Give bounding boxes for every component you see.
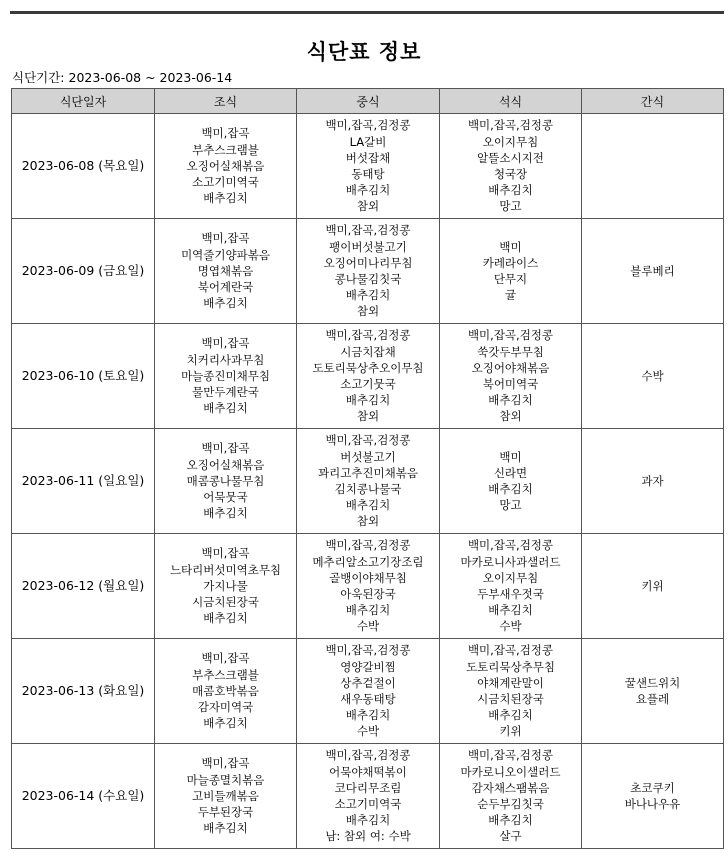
dinner-item: 배추김치 <box>488 183 533 198</box>
breakfast-item: 오징어실채볶음 <box>186 158 265 173</box>
breakfast-item: 미역줄기양파볶음 <box>181 247 270 262</box>
breakfast-item: 명엽채볶음 <box>197 263 254 278</box>
lunch-item: 콩나물김칫국 <box>334 272 402 286</box>
breakfast-item: 어묵뭇국 <box>203 490 248 505</box>
breakfast-item: 고비들깨볶음 <box>192 788 259 803</box>
breakfast-item: 배추김치 <box>203 191 248 206</box>
table-row <box>12 534 724 639</box>
dinner-item: 키위 <box>499 724 522 739</box>
dinner-item: 마카로니오이샐러드 <box>460 764 561 779</box>
breakfast-item: 백미,잡곡 <box>201 126 250 141</box>
lunch-item: 새우동태탕 <box>340 692 396 706</box>
lunch-item: 수박 <box>356 619 380 634</box>
dinner-item: 살구 <box>499 829 522 844</box>
meal-date: 2023-06-10 (토요일) <box>12 324 155 429</box>
dinner-item: 마카로니사과샐러드 <box>460 554 561 569</box>
breakfast-cell <box>155 324 297 429</box>
dinner-cell <box>440 639 582 744</box>
dinner-item: 순두부김칫국 <box>477 797 544 811</box>
dinner-item: 오이지무침 <box>482 134 539 149</box>
lunch-item: 수박 <box>356 724 380 739</box>
lunch-item: LA갈비 <box>349 134 387 149</box>
dinner-item: 오이지무침 <box>482 570 539 585</box>
snack-cell <box>582 534 724 639</box>
breakfast-item: 배추김치 <box>203 716 248 731</box>
dinner-item: 오징어야채볶음 <box>471 360 550 375</box>
lunch-item: 버섯잡채 <box>345 150 391 165</box>
dinner-item: 도토리묵상추무침 <box>466 659 555 674</box>
meal-date: 2023-06-09 (금요일) <box>12 219 155 324</box>
breakfast-item: 북어계란국 <box>197 280 254 295</box>
snack-cell <box>582 744 724 849</box>
lunch-item: 메추리알소고기장조림 <box>312 554 424 569</box>
breakfast-item: 백미,잡곡 <box>201 546 250 561</box>
dinner-item: 망고 <box>499 498 522 513</box>
meal-date: 2023-06-08 (목요일) <box>12 114 155 219</box>
dinner-item: 배추김치 <box>488 813 533 828</box>
lunch-item: 백미,잡곡,검정콩 <box>325 328 411 343</box>
breakfast-item: 두부된장국 <box>197 805 254 820</box>
dinner-item: 시금치된장국 <box>477 692 544 706</box>
lunch-item: 백미,잡곡,검정콩 <box>325 748 411 763</box>
header-date: 식단일자 <box>12 89 155 114</box>
dinner-item: 배추김치 <box>488 482 533 496</box>
header-snack: 간식 <box>582 89 724 114</box>
dinner-item: 청국장 <box>493 167 528 181</box>
snack-item: 바나나우유 <box>624 797 681 811</box>
lunch-item: 배추김치 <box>345 498 391 513</box>
table-row <box>12 114 724 219</box>
dinner-item: 카레라이스 <box>482 255 539 270</box>
lunch-item: 도토리묵상추오이무침 <box>312 360 424 375</box>
snack-item: 과자 <box>641 473 664 488</box>
lunch-item: 오징어미나리무침 <box>323 255 413 270</box>
breakfast-cell <box>155 219 297 324</box>
lunch-item: 배추김치 <box>345 183 391 198</box>
snack-cell <box>582 114 724 219</box>
lunch-item: 팽이버섯불고기 <box>329 239 407 254</box>
breakfast-cell <box>155 114 297 219</box>
snack-cell <box>582 429 724 534</box>
dinner-item: 배추김치 <box>488 708 533 723</box>
breakfast-cell <box>155 744 297 849</box>
breakfast-item: 소고기미역국 <box>192 175 259 190</box>
lunch-item: 상추겉절이 <box>340 675 396 690</box>
breakfast-item: 가지나물 <box>203 578 248 593</box>
breakfast-item: 백미,잡곡 <box>201 231 250 246</box>
lunch-cell <box>297 324 440 429</box>
meal-date: 2023-06-14 (수요일) <box>12 744 155 849</box>
snack-cell <box>582 219 724 324</box>
dinner-item: 수박 <box>499 619 522 634</box>
lunch-item: 아욱된장국 <box>340 587 396 601</box>
lunch-cell <box>297 429 440 534</box>
dinner-item: 북어미역국 <box>482 377 539 391</box>
lunch-item: 참외 <box>356 409 380 424</box>
dinner-cell <box>440 114 582 219</box>
meal-table <box>11 88 724 849</box>
dinner-item: 백미 <box>499 239 522 254</box>
lunch-item: 백미,잡곡,검정콩 <box>325 223 411 238</box>
breakfast-item: 부추스크램블 <box>192 667 259 682</box>
dinner-item: 백미,잡곡,검정콩 <box>467 118 554 133</box>
dinner-cell <box>440 219 582 324</box>
snack-item: 초코쿠키 <box>630 780 675 795</box>
breakfast-item: 매콤콩나물무침 <box>186 473 265 488</box>
lunch-item: 백미,잡곡,검정콩 <box>325 643 411 658</box>
breakfast-item: 마늘종멸치볶음 <box>186 772 265 787</box>
lunch-item: 배추김치 <box>345 708 391 723</box>
breakfast-item: 느타리버섯미역초무침 <box>169 562 282 577</box>
header-breakfast: 조식 <box>155 89 297 114</box>
dinner-item: 참외 <box>499 409 522 424</box>
lunch-item: 영양갈비찜 <box>340 659 396 674</box>
lunch-item: 코다리무조림 <box>334 780 402 795</box>
dinner-item: 신라면 <box>493 465 528 480</box>
breakfast-cell <box>155 429 297 534</box>
breakfast-item: 배추김치 <box>203 296 248 311</box>
breakfast-item: 배추김치 <box>203 506 248 521</box>
snack-item: 수박 <box>641 368 664 383</box>
lunch-item: 참외 <box>356 304 380 319</box>
dinner-item: 쑥갓두부무침 <box>477 344 544 359</box>
header-dinner: 석식 <box>440 89 582 114</box>
breakfast-item: 치커리사과무침 <box>186 352 265 367</box>
dinner-item: 두부새우젓국 <box>477 587 544 601</box>
breakfast-item: 백미,잡곡 <box>201 441 250 456</box>
snack-item: 요플레 <box>635 692 670 706</box>
snack-item: 블루베리 <box>630 263 675 278</box>
table-row <box>12 219 724 324</box>
lunch-cell <box>297 114 440 219</box>
table-header-row <box>12 89 724 114</box>
lunch-item: 배추김치 <box>345 288 391 303</box>
snack-cell <box>582 324 724 429</box>
breakfast-cell <box>155 639 297 744</box>
lunch-item: 배추김치 <box>345 393 391 408</box>
dinner-item: 배추김치 <box>488 603 533 618</box>
snack-item: 키위 <box>641 578 664 593</box>
lunch-item: 배추김치 <box>345 603 391 618</box>
breakfast-item: 매콤호박볶음 <box>192 683 259 698</box>
dinner-cell <box>440 429 582 534</box>
top-divider <box>10 11 724 14</box>
dinner-item: 백미,잡곡,검정콩 <box>467 748 554 763</box>
dinner-item: 백미,잡곡,검정콩 <box>467 538 554 553</box>
page-title: 식단표 정보 <box>306 40 422 64</box>
lunch-item: 참외 <box>356 514 380 529</box>
dinner-cell <box>440 534 582 639</box>
lunch-item: 시금치잡채 <box>340 344 396 359</box>
lunch-item: 참외 <box>356 199 380 214</box>
breakfast-item: 백미,잡곡 <box>201 651 250 666</box>
meal-date: 2023-06-11 (일요일) <box>12 429 155 534</box>
lunch-item: 백미,잡곡,검정콩 <box>325 118 411 133</box>
lunch-item: 김치콩나물국 <box>334 482 402 496</box>
lunch-cell <box>297 534 440 639</box>
lunch-item: 백미,잡곡,검정콩 <box>325 433 411 448</box>
breakfast-item: 배추김치 <box>203 401 248 416</box>
breakfast-item: 감자미역국 <box>197 700 254 715</box>
lunch-item: 백미,잡곡,검정콩 <box>325 538 411 553</box>
lunch-item: 소고기미역국 <box>334 797 402 811</box>
dinner-item: 배추김치 <box>488 393 533 408</box>
lunch-item: 동태탕 <box>351 167 385 181</box>
lunch-item: 배추김치 <box>345 813 391 828</box>
meal-table-body <box>12 114 724 849</box>
dinner-cell <box>440 744 582 849</box>
header-lunch: 중식 <box>297 89 440 114</box>
dinner-item: 알뜰소시지전 <box>477 150 544 165</box>
meal-period: 식단기간: 2023-06-08 ~ 2023-06-14 <box>12 70 233 85</box>
dinner-item: 망고 <box>499 199 522 214</box>
breakfast-item: 배추김치 <box>203 611 248 626</box>
lunch-item: 어묵야채떡볶이 <box>329 764 407 779</box>
snack-item: 꿀샌드위치 <box>624 675 681 690</box>
dinner-item: 단무지 <box>493 272 528 286</box>
breakfast-item: 오징어실채볶음 <box>186 457 265 472</box>
breakfast-item: 마늘종진미채무침 <box>181 368 270 383</box>
breakfast-cell <box>155 534 297 639</box>
meal-date: 2023-06-12 (월요일) <box>12 534 155 639</box>
breakfast-item: 백미,잡곡 <box>201 336 250 351</box>
dinner-cell <box>440 324 582 429</box>
lunch-item: 버섯불고기 <box>340 449 396 464</box>
table-row <box>12 744 724 849</box>
dinner-item: 감자채스팸볶음 <box>471 780 550 795</box>
table-row <box>12 324 724 429</box>
lunch-item: 소고기뭇국 <box>340 377 396 391</box>
breakfast-item: 백미,잡곡 <box>201 756 250 771</box>
breakfast-item: 부추스크램블 <box>192 142 259 157</box>
lunch-cell <box>297 744 440 849</box>
table-row <box>12 639 724 744</box>
lunch-item: 꽈리고추진미채볶음 <box>318 465 418 480</box>
breakfast-item: 물만두계란국 <box>192 385 259 400</box>
meal-date: 2023-06-13 (화요일) <box>12 639 155 744</box>
dinner-item: 백미,잡곡,검정콩 <box>467 643 554 658</box>
breakfast-item: 시금치된장국 <box>192 595 259 610</box>
lunch-cell <box>297 639 440 744</box>
breakfast-item: 배추김치 <box>203 821 248 836</box>
dinner-item: 백미,잡곡,검정콩 <box>467 328 554 343</box>
lunch-item: 골뱅이야채무침 <box>329 570 407 585</box>
lunch-item: 남: 참외 여: 수박 <box>325 829 411 844</box>
lunch-cell <box>297 219 440 324</box>
dinner-item: 야채계란말이 <box>477 675 544 690</box>
snack-cell <box>582 639 724 744</box>
dinner-item: 백미 <box>499 449 522 464</box>
dinner-item: 귤 <box>504 288 517 303</box>
table-row <box>12 429 724 534</box>
